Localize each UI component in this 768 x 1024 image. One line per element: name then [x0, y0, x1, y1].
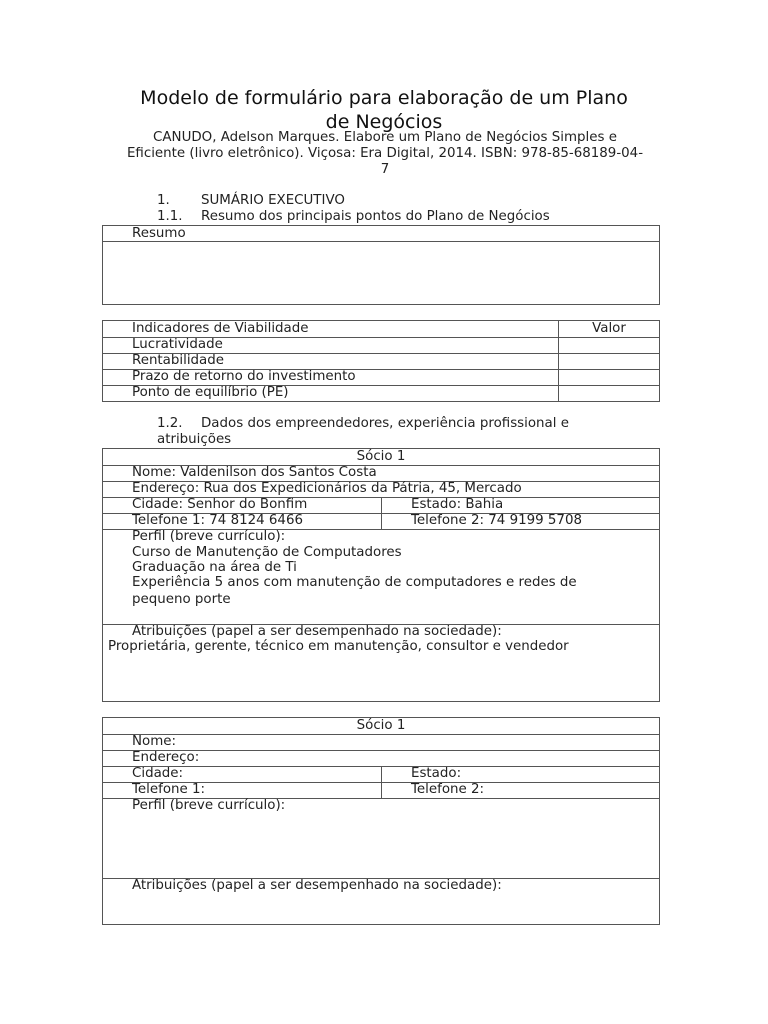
socio-cidade: Cidade: Senhor do Bonfim	[132, 497, 308, 512]
indicator-row-label: Prazo de retorno do investimento	[132, 369, 356, 384]
socio-telefone-1: Telefone 1:	[132, 782, 206, 797]
title-line-2: de Negócios	[325, 111, 443, 133]
section-1-label: SUMÁRIO EXECUTIVO	[201, 193, 345, 208]
socio-atribuicoes-value: Proprietária, gerente, técnico em manutenção, consultor e vendedor	[108, 639, 569, 654]
indicadores-table	[102, 320, 660, 402]
socio-table-blank	[102, 717, 660, 925]
perfil-line: pequeno porte	[132, 592, 231, 607]
section-1-heading	[157, 193, 345, 209]
socio-table-filled	[102, 448, 660, 702]
document-title	[100, 86, 668, 134]
section-1-2-number: 1.2.	[157, 416, 183, 431]
socio-atribuicoes-label: Atribuições (papel a ser desempenhado na sociedade):	[132, 878, 502, 893]
socio-nome: Nome: Valdenilson dos Santos Costa	[132, 465, 377, 480]
title-line-1: Modelo de formulário para elaboração de um Plano	[140, 87, 628, 109]
socio-atribuicoes-label: Atribuições (papel a ser desempenhado na sociedade):	[132, 624, 502, 639]
socio-telefone-2: Telefone 2:	[411, 782, 485, 797]
resumo-content-area[interactable]	[103, 242, 659, 304]
perfil-line: Curso de Manutenção de Computadores	[132, 545, 402, 560]
socio-title: Sócio 1	[356, 718, 406, 733]
indicator-row-label: Ponto de equilíbrio (PE)	[132, 385, 289, 400]
socio-telefone-2: Telefone 2: 74 9199 5708	[411, 513, 582, 528]
socio-estado: Estado: Bahia	[411, 497, 504, 512]
socio-endereco: Endereço:	[132, 750, 200, 765]
socio-endereco: Endereço: Rua dos Expedicionários da Pátria, 45, Mercado	[132, 481, 522, 496]
indicadores-header: Indicadores de Viabilidade	[132, 321, 309, 336]
citation-line-1: CANUDO, Adelson Marques. Elabore um Plano de Negócios Simples e	[153, 130, 617, 145]
socio-cidade: Cidade:	[132, 766, 184, 781]
section-1-2-label-line-1: Dados dos empreendedores, experiência profissional e	[201, 416, 569, 431]
section-1-1-heading	[157, 209, 550, 225]
citation-line-3: 7	[380, 162, 390, 177]
row-divider	[103, 734, 659, 735]
socio-title: Sócio 1	[356, 449, 406, 464]
section-1-2-heading	[157, 416, 617, 448]
perfil-line: Graduação na área de Ti	[132, 560, 297, 575]
section-1-number: 1.	[157, 193, 170, 208]
socio-estado: Estado:	[411, 766, 462, 781]
citation-line-2: Eficiente (livro eletrônico). Viçosa: Era Digital, 2014. ISBN: 978-85-68189-04-	[126, 146, 644, 161]
valor-header: Valor	[592, 321, 626, 336]
perfil-line: Experiência 5 anos com manutenção de computadores e redes de	[132, 575, 577, 590]
citation	[104, 130, 666, 178]
section-1-1-label: Resumo dos principais pontos do Plano de Negócios	[201, 209, 550, 224]
resumo-table	[102, 225, 660, 305]
section-1-1-number: 1.1.	[157, 209, 183, 224]
socio-perfil-label: Perfil (breve currículo):	[132, 529, 286, 544]
socio-perfil-label: Perfil (breve currículo):	[132, 798, 286, 813]
socio-nome: Nome:	[132, 734, 177, 749]
resumo-header: Resumo	[132, 226, 186, 241]
section-1-2-label-line-2: atribuições	[157, 432, 232, 447]
indicator-row-label: Lucratividade	[132, 337, 223, 352]
socio-telefone-1: Telefone 1: 74 8124 6466	[132, 513, 303, 528]
indicator-row-label: Rentabilidade	[132, 353, 224, 368]
